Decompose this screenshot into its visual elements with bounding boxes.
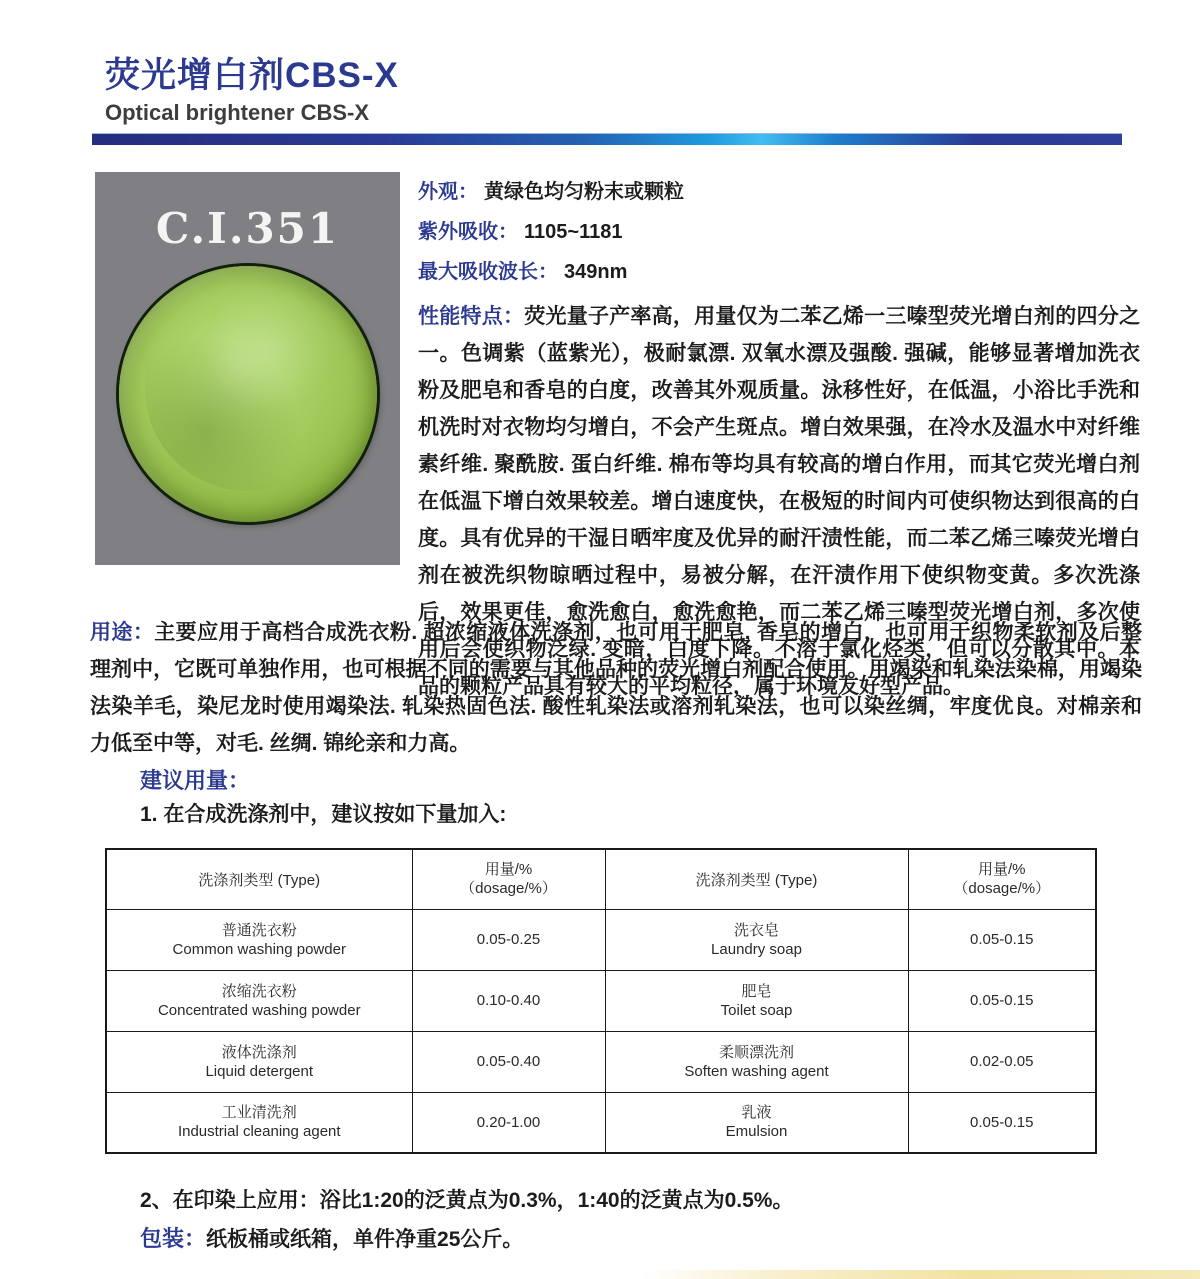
row1-type1 [106, 909, 412, 970]
product-photo [95, 172, 400, 565]
powder-dish-image [119, 266, 377, 522]
row1-type1-cn: 普通洗衣粉 [221, 921, 297, 939]
spec-wavelength-label: 最大吸收波长： [418, 261, 558, 283]
row3-dose1: 0.05-0.40 [412, 1031, 605, 1092]
row4-type1 [106, 1092, 412, 1153]
row1-dose2: 0.05-0.15 [908, 909, 1096, 970]
header-dosage-1 [412, 849, 605, 909]
spec-max-wavelength [418, 252, 1140, 292]
row1-type2-en: Laundry soap [711, 940, 802, 958]
dosage-heading: 建议用量： [140, 768, 251, 793]
row4-type1-en: Industrial cleaning agent [177, 1123, 341, 1141]
colour-index-label: C.I.351 [155, 204, 340, 253]
features-text: 荧光量子产率高，用量仅为二苯乙烯一三嗪型荧光增白剂的四分之一。色调紫（蓝紫光），极耐氯漂. 双氧水漂及强酸. 强碱，能够显著增加洗衣粉及肥皂和香皂的白度，改善其外观质量。泳移性好，在低温，小浴比手洗和机洗时对衣物均匀增白，不会产生斑点。增白效果强，在冷水及温水中对纤维素纤维. 聚酰胺. 蛋白纤维. 棉布等均具有较高的增白作用，而其它荧光增白剂在低温下增白效果较差。增白速度快，在极短的时间内可使织物达到很高的白度。具有优异的干湿日晒牢度及优异的耐汗渍性能，而二苯乙烯三嗪荧光增白剂在被洗织物晾晒过程中，易被分解，在汗渍作用下使织物变黄。多次洗涤后，效果更佳，愈洗愈白，愈洗愈艳，而二苯乙烯三嗪型荧光增白剂，多次使用后会使织物泛绿. 变暗，白度下降。不溶于氯化烃类，但可以分散其中。本品的颗粒产品具有较大的平均粒径，属于环境友好型产品。 [418, 305, 1141, 698]
row4-type2-en: Emulsion [725, 1123, 788, 1141]
page-subtitle: Optical brightener CBS-X [105, 100, 370, 125]
usage-label: 用途： [90, 621, 155, 644]
table-header-row [106, 849, 1096, 909]
row4-type1-cn: 工业清洗剂 [221, 1104, 297, 1122]
row2-dose2: 0.05-0.15 [908, 970, 1096, 1031]
row2-type1-en: Concentrated washing powder [157, 1001, 361, 1019]
table-row [106, 909, 1096, 970]
row2-dose1: 0.10-0.40 [412, 970, 605, 1031]
usage-paragraph [90, 614, 1142, 762]
dosage-note-1: 1. 在合成洗涤剂中，建议按如下量加入: [140, 803, 507, 826]
row2-type2 [605, 970, 908, 1031]
footer-gold-bar [640, 1270, 1200, 1279]
page-title: 荧光增白剂CBS-X [105, 56, 399, 95]
spec-uv-absorption [418, 212, 1140, 252]
header-dosage-1-cn: 用量/% [484, 861, 533, 879]
table-row [106, 1092, 1096, 1153]
packaging-label: 包装： [140, 1226, 207, 1251]
spec-uv-label: 紫外吸收： [418, 221, 518, 243]
row3-type1-en: Liquid detergent [205, 1062, 314, 1080]
header-dosage-2 [908, 849, 1096, 909]
header-divider-bar [92, 133, 1122, 145]
row4-type2-cn: 乳液 [741, 1104, 772, 1122]
table-row [106, 1031, 1096, 1092]
row4-dose2: 0.05-0.15 [908, 1092, 1096, 1153]
row3-type2 [605, 1031, 908, 1092]
title-block [105, 48, 399, 126]
row1-type2 [605, 909, 908, 970]
header-type-2: 洗涤剂类型 (Type) [605, 849, 908, 909]
row3-dose2: 0.02-0.05 [908, 1031, 1096, 1092]
header-type-1: 洗涤剂类型 (Type) [106, 849, 412, 909]
spec-uv-value: 1105~1181 [524, 221, 623, 243]
packaging-line [140, 1222, 523, 1253]
row4-type2 [605, 1092, 908, 1153]
row3-type2-en: Soften washing agent [684, 1062, 829, 1080]
row3-type1 [106, 1031, 412, 1092]
dosage-note-2: 2、在印染上应用：浴比1:20的泛黄点为0.3%，1:40的泛黄点为0.5%。 [140, 1189, 794, 1212]
row1-type2-cn: 洗衣皂 [733, 921, 779, 939]
row3-type2-cn: 柔顺漂洗剂 [718, 1043, 794, 1061]
features-label: 性能特点： [418, 305, 525, 328]
row2-type1-cn: 浓缩洗衣粉 [221, 982, 297, 1000]
row1-dose1: 0.05-0.25 [412, 909, 605, 970]
row4-dose1: 0.20-1.00 [412, 1092, 605, 1153]
row2-type2-cn: 肥皂 [741, 982, 772, 1000]
row2-type1 [106, 970, 412, 1031]
row3-type1-cn: 液体洗涤剂 [221, 1043, 297, 1061]
packaging-text: 纸板桶或纸箱，单件净重25公斤。 [206, 1228, 524, 1251]
dosage-table [105, 848, 1097, 1154]
header-dosage-2-cn: 用量/% [977, 861, 1026, 879]
row1-type1-en: Common washing powder [172, 940, 346, 958]
header-dosage-1-en: （dosage/%） [460, 880, 557, 898]
table-row [106, 970, 1096, 1031]
usage-text: 主要应用于高档合成洗衣粉. 超浓缩液体洗涤剂，也可用于肥皂. 香皂的增白，也可用于织物柔软剂及后整理剂中，它既可单独作用，也可根据不同的需要与其他品种的荧光增白剂配合使用。用竭染和轧染法染棉，用竭染法染羊毛，染尼龙时使用竭染法. 轧染热固色法. 酸性轧染法或溶剂轧染法，也可以染丝绸，牢度优良。对棉亲和力低至中等，对毛. 丝绸. 锦纶亲和力高。 [90, 621, 1142, 755]
spec-appearance-label: 外观： [418, 181, 478, 203]
row2-type2-en: Toilet soap [720, 1001, 793, 1019]
spec-appearance-value: 黄绿色均匀粉末或颗粒 [484, 181, 684, 203]
spec-wavelength-value: 349nm [564, 261, 628, 283]
header-dosage-2-en: （dosage/%） [953, 880, 1051, 898]
spec-appearance [418, 172, 1140, 212]
